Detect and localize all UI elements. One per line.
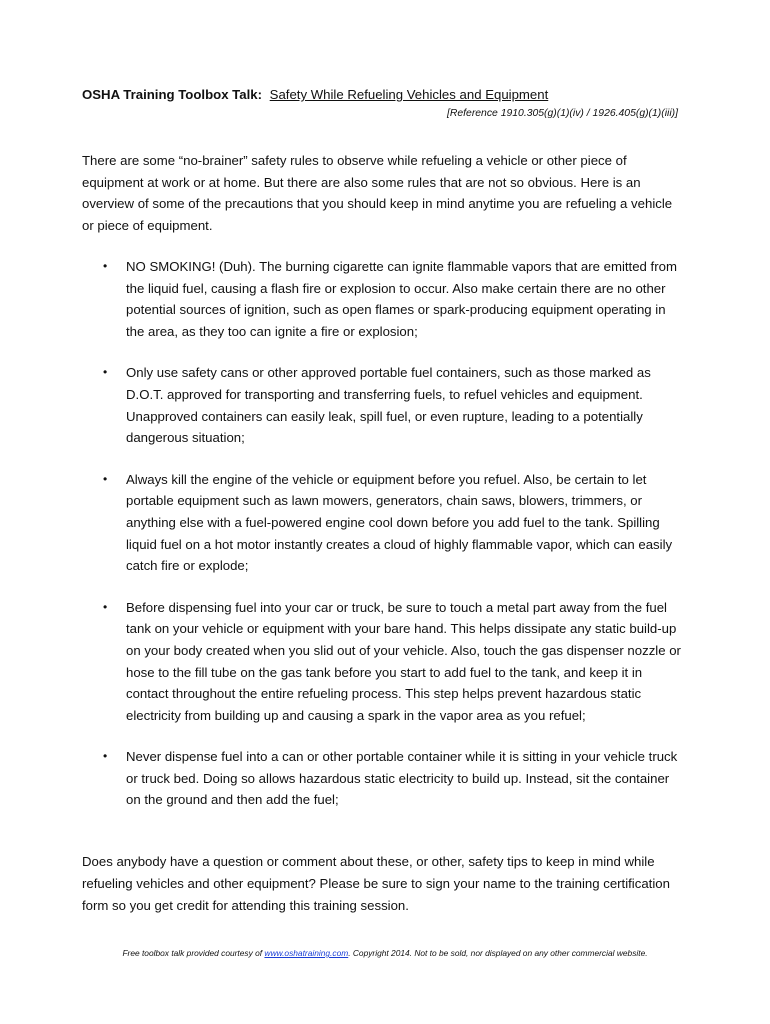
footer-suffix: . Copyright 2014. Not to be sold, nor displayed on any other commercial website.: [348, 948, 648, 958]
bullet-icon: •: [103, 749, 108, 764]
title-subject: Safety While Refueling Vehicles and Equipment: [269, 87, 549, 102]
bullet-icon: •: [103, 599, 108, 614]
bullet-text: Only use safety cans or other approved portable fuel containers, such as those marked as D.O.T. approved for transporting and transferring fuels, to refuel vehicles and equipment. Unapproved containers can easily leak, spill fuel, or even rupture, leading to a potentially dangerous situation;: [126, 365, 651, 446]
bullet-text: Before dispensing fuel into your car or truck, be sure to touch a metal part away from the fuel tank on your vehicle or equipment with your bare hand. This helps dissipate any static build-up on your body created when you slid out of your vehicle. Also, touch the gas dispenser nozzle or hose to the fill tube on the gas tank before you start to add fuel to the tank, and keep it in contact throughout the entire refueling process. This step helps prevent hazardous static electricity from building up and causing a spark in the vapor area as you refuel;: [126, 599, 681, 723]
bullet-text: Always kill the engine of the vehicle or equipment before you refuel. Also, be certain to let portable equipment such as lawn mowers, generators, chain saws, blowers, trimmers, or anything else with a fuel-powered engine cool down before you add fuel to the tank. Spilling liquid fuel on a hot motor instantly creates a cloud of highly flammable vapor, which can easily catch fire or explode;: [126, 471, 673, 574]
bullet-icon: •: [103, 365, 108, 380]
bullet-icon: •: [103, 471, 108, 486]
list-item: [82, 469, 687, 577]
bullet-icon: •: [103, 259, 108, 273]
list-item: [82, 256, 687, 342]
closing-paragraph: Does anybody have a question or comment about these, or other, safety tips to keep in mind while refueling vehicles and other equipment? Please be sure to sign your name to the training certification form so you get credit for attending this training session.: [82, 854, 670, 913]
footer-website-link[interactable]: www.oshatraining.com: [264, 948, 349, 958]
safety-rules-list: [82, 256, 687, 831]
regulation-reference: [Reference 1910.305(g)(1)(iv) / 1926.405(g)(1)(iii)]: [446, 108, 678, 119]
list-item: [82, 597, 687, 727]
title-label: OSHA Training Toolbox Talk:: [82, 87, 262, 102]
list-item: [82, 746, 687, 811]
bullet-text: Never dispense fuel into a can or other portable container while it is sitting in your vehicle truck or truck bed. Doing so allows hazardous static electricity to build up. Instead, sit the container on the ground and then add the fuel;: [126, 749, 678, 808]
footer-note: [0, 947, 770, 959]
intro-paragraph: There are some “no-brainer” safety rules to observe while refueling a vehicle or other piece of equipment at work or at home. But there are also some rules that are not so obvious. Here is an overview of some of the precautions that you should keep in mind anytime you are refueling a vehicle or piece of equipment.: [82, 153, 673, 234]
footer-prefix: Free toolbox talk provided courtesy of: [122, 948, 265, 958]
list-item: [82, 362, 687, 448]
bullet-text: NO SMOKING! (Duh). The burning cigarette can ignite flammable vapors that are emitted from the liquid fuel, causing a flash fire or explosion to occur. Also make certain there are no other potential sources of ignition, such as open flames or spark-producing equipment operating in the area, as they too can ignite a fire or explosion;: [126, 259, 677, 339]
document-title: [82, 86, 548, 103]
